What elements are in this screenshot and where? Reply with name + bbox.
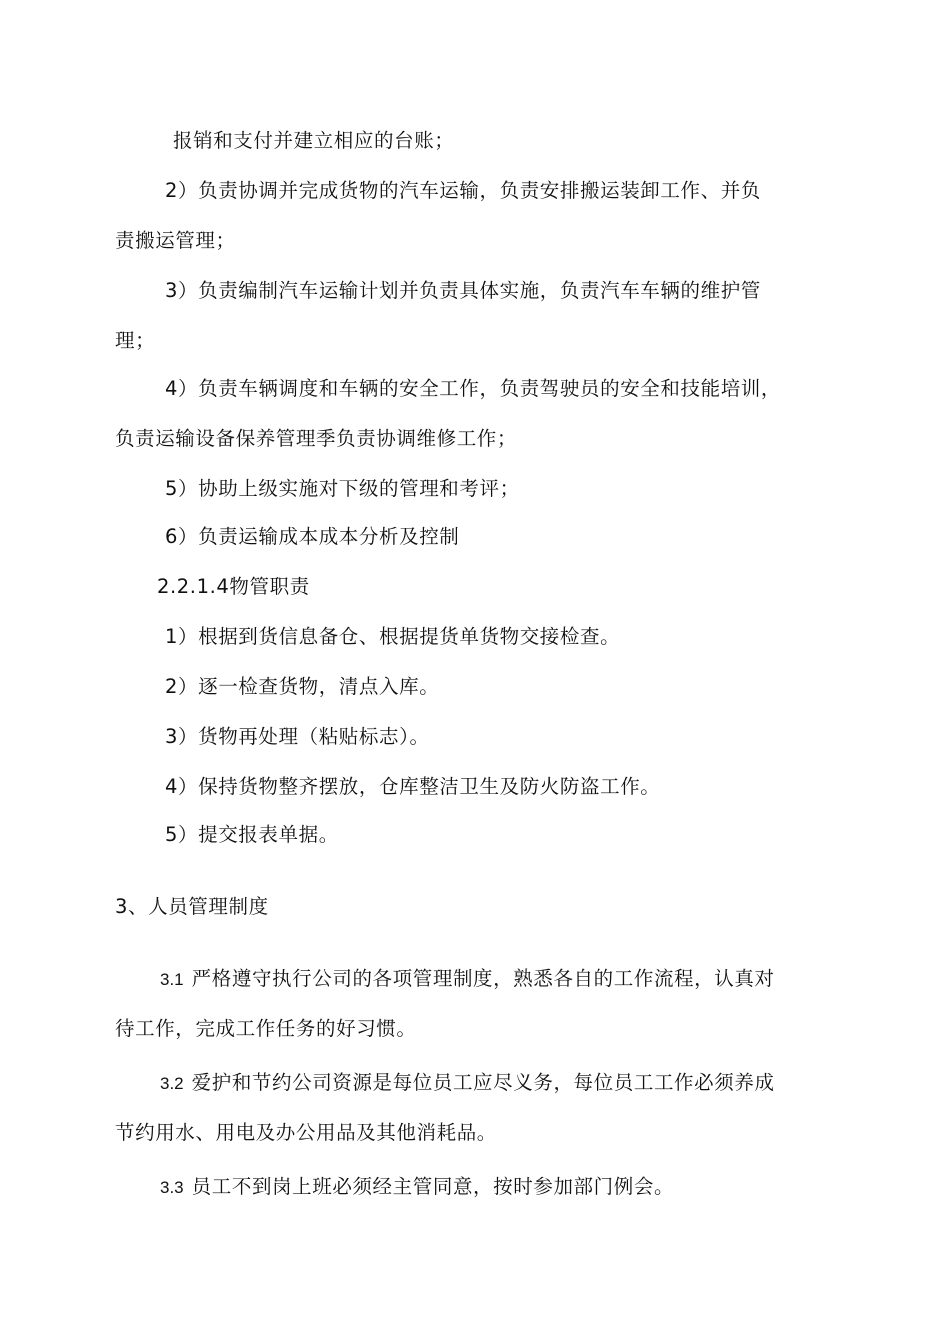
paragraph-text: 严格遵守执行公司的各项管理制度，熟悉各自的工作流程，认真对: [191, 967, 775, 990]
paragraph-continuation: 节约用水、用电及办公用品及其他消耗品。: [115, 1121, 497, 1144]
paragraph-number: 3.1: [160, 970, 184, 989]
list-item: 5）协助上级实施对下级的管理和考评；: [165, 477, 520, 500]
list-item-continuation: 负责运输设备保养管理季负责协调维修工作；: [115, 427, 518, 450]
paragraph-continuation: 待工作，完成工作任务的好习惯。: [115, 1017, 417, 1040]
paragraph-text: 员工不到岗上班必须经主管同意，按时参加部门例会。: [191, 1175, 675, 1198]
paragraph-number: 3.3: [160, 1178, 184, 1197]
paragraph-line: [160, 1173, 674, 1202]
list-item: 3）货物再处理（粘贴标志）。: [165, 725, 430, 748]
list-item: 4）负责车辆调度和车辆的安全工作，负责驾驶员的安全和技能培训，: [165, 377, 782, 400]
paragraph-line: [160, 1069, 775, 1098]
paragraph-line: [160, 965, 775, 994]
list-item: 6）负责运输成本成本分析及控制: [165, 525, 460, 548]
list-item-continuation: 理；: [115, 329, 156, 352]
list-item: 3）负责编制汽车运输计划并负责具体实施，负责汽车车辆的维护管: [165, 279, 761, 302]
subsection-heading: 2.2.1.4物管职责: [157, 575, 310, 598]
section-heading: 3、人员管理制度: [115, 895, 269, 918]
list-item: 2）负责协调并完成货物的汽车运输，负责安排搬运装卸工作、并负: [165, 179, 761, 202]
text-line: 报销和支付并建立相应的台账；: [173, 129, 455, 152]
list-item: 4）保持货物整齐摆放，仓库整洁卫生及防火防盗工作。: [165, 775, 661, 798]
list-item-continuation: 责搬运管理；: [115, 229, 236, 252]
list-item: 5）提交报表单据。: [165, 823, 339, 846]
paragraph-number: 3.2: [160, 1074, 184, 1093]
paragraph-text: 爱护和节约公司资源是每位员工应尽义务，每位员工工作必须养成: [191, 1071, 775, 1094]
list-item: 1）根据到货信息备仓、根据提货单货物交接检查。: [165, 625, 621, 648]
list-item: 2）逐一检查货物，清点入库。: [165, 675, 440, 698]
